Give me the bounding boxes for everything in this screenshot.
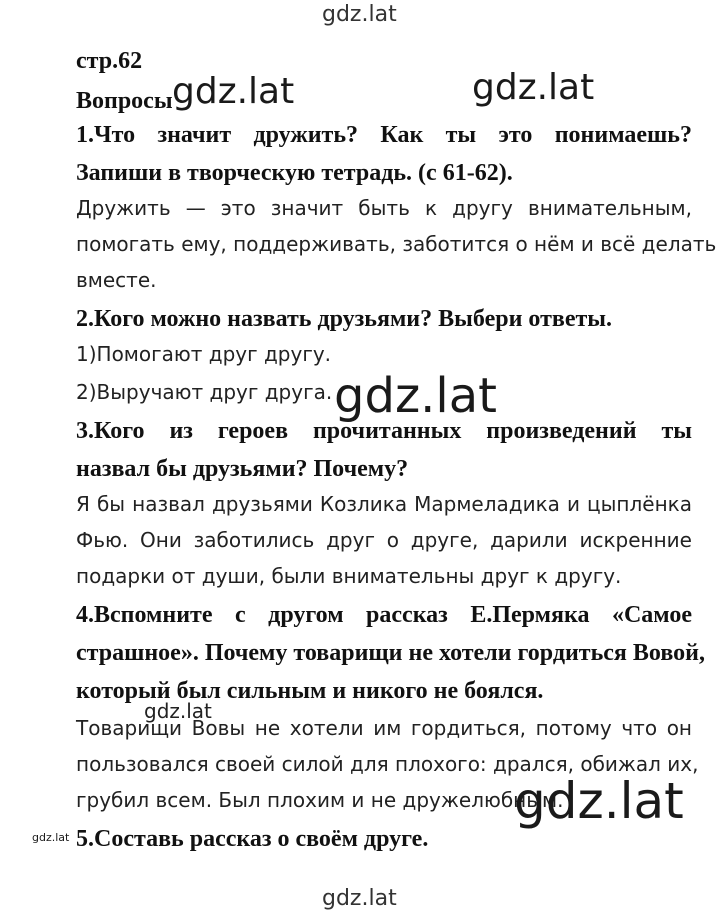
answer-3-line-2: Фью. Они заботились друг о друге, дарили искренние (76, 528, 692, 552)
answer-3 (76, 486, 692, 594)
section-title: Вопросы (76, 88, 173, 114)
question-4 (76, 596, 705, 710)
answer-1-line-1: Дружить — это значит быть к другу внимательным, (76, 196, 692, 220)
question-2: 2.Кого можно назвать друзьями? Выбери ответы. (76, 306, 613, 332)
answer-4-line-2: пользовался своей силой для плохого: дрался, обижал их, (76, 752, 699, 776)
answer-3-line-1: Я бы назвал друзьями Козлика Мармеладика и цыплёнка (76, 492, 692, 516)
question-4-line-3: который был сильным и никого не боялся. (76, 678, 544, 704)
watermark-small-1: gdz.lat (144, 699, 212, 723)
page-label: стр.62 (76, 48, 143, 74)
answer-4-line-3: грубил всем. Был плохим и не дружелюбным. (76, 788, 564, 812)
answer-1 (76, 190, 717, 298)
watermark-tiny-1: gdz.lat (32, 831, 70, 844)
question-4-line-1: 4.Вспомните с другом рассказ Е.Пермяка «Самое (76, 602, 692, 628)
answer-1-line-2: помогать ему, поддерживать, заботится о нём и всё делать (76, 232, 717, 256)
question-1 (76, 116, 692, 192)
answer-2-line-1: 1)Помогают друг другу. (76, 342, 332, 366)
question-3-line-1: 3.Кого из героев прочитанных произведений ты (76, 418, 692, 444)
question-1-line-2: Запиши в творческую тетрадь. (с 61-62). (76, 160, 513, 186)
question-4-line-2: страшное». Почему товарищи не хотели гордиться Вовой, (76, 640, 705, 666)
watermark-large-2: gdz.lat (472, 67, 595, 108)
answer-4-line-1: Товарищи Вовы не хотели им гордиться, потому что он (76, 716, 692, 740)
watermark-top: gdz.lat (322, 2, 397, 27)
watermark-large-4: gdz.lat (514, 772, 684, 830)
question-5: 5.Составь рассказ о своём друге. (76, 826, 429, 852)
watermark-large-1: gdz.lat (172, 71, 295, 112)
answer-3-line-3: подарки от души, были внимательны друг к другу. (76, 564, 622, 588)
question-3-line-2: назвал бы друзьями? Почему? (76, 456, 409, 482)
answer-1-line-3: вместе. (76, 268, 157, 292)
watermark-large-3: gdz.lat (334, 368, 497, 424)
answer-2-line-2: 2)Выручают друг друга. (76, 380, 333, 404)
question-3 (76, 412, 692, 488)
question-1-line-1: 1.Что значит дружить? Как ты это понимаешь? (76, 122, 692, 148)
watermark-bottom: gdz.lat (322, 886, 397, 911)
